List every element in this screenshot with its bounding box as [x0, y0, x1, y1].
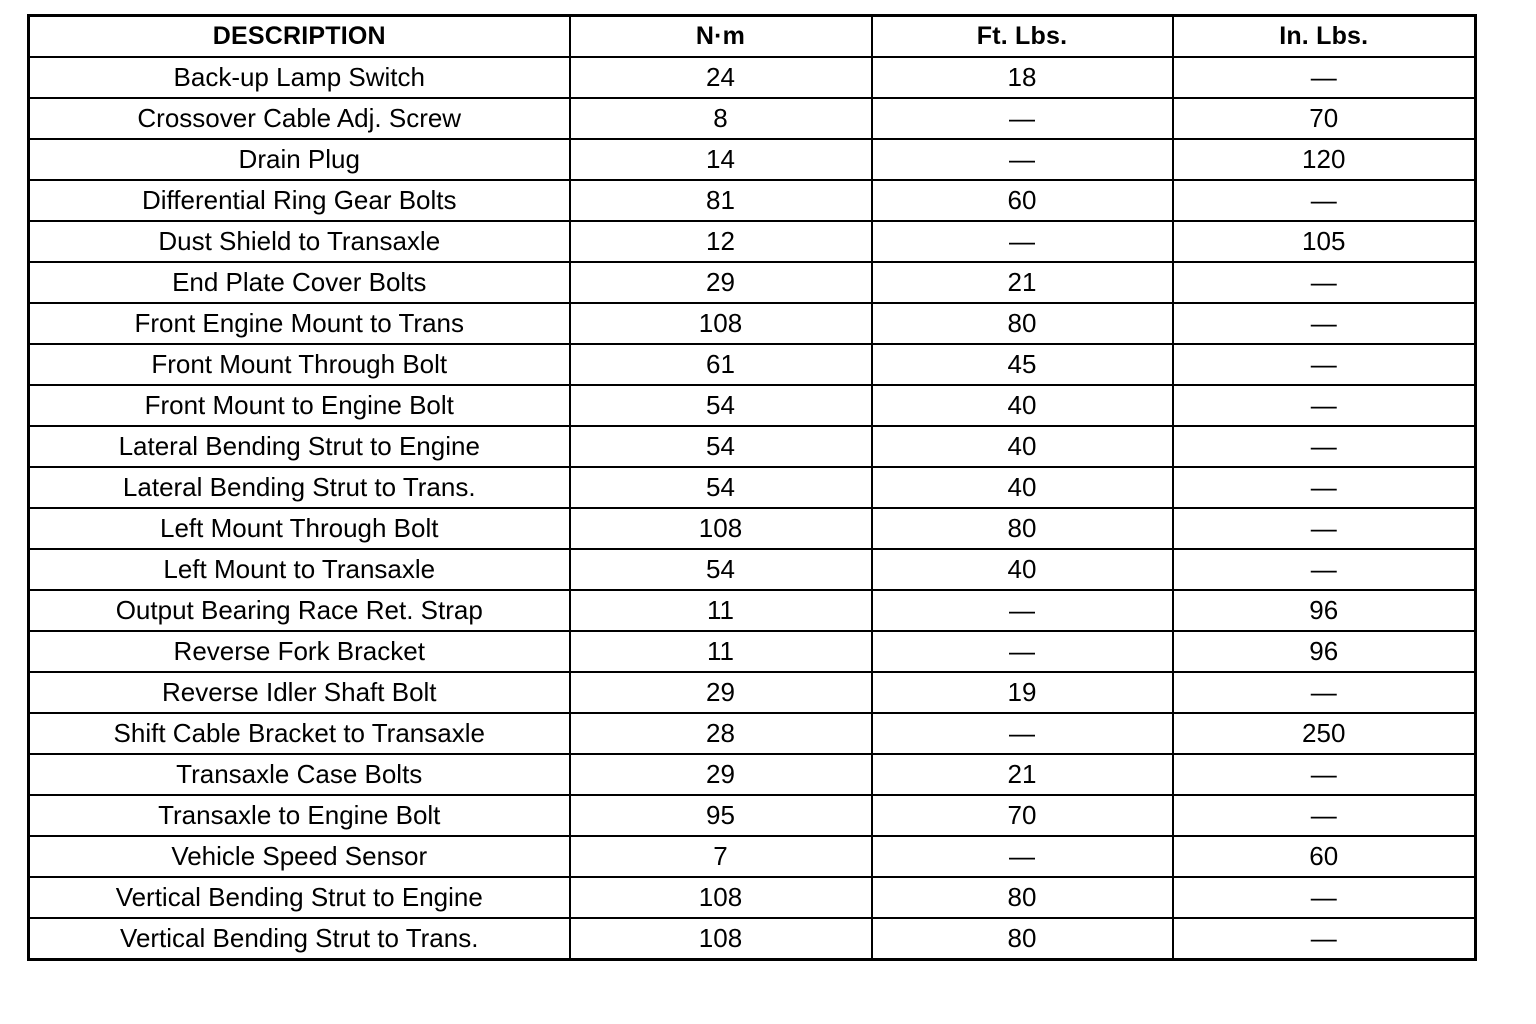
header-foot-pounds: Ft. Lbs. [872, 16, 1173, 58]
foot-pounds-cell: 21 [872, 262, 1173, 303]
newton-meters-cell: 14 [570, 139, 872, 180]
inch-pounds-cell: 120 [1173, 139, 1476, 180]
table-row [29, 918, 1476, 960]
foot-pounds-cell: 80 [872, 877, 1173, 918]
inch-pounds-cell: — [1173, 426, 1476, 467]
foot-pounds-cell: 21 [872, 754, 1173, 795]
inch-pounds-cell: — [1173, 303, 1476, 344]
description-cell: Dust Shield to Transaxle [29, 221, 570, 262]
foot-pounds-cell: — [872, 713, 1173, 754]
newton-meters-cell: 54 [570, 467, 872, 508]
foot-pounds-cell: — [872, 98, 1173, 139]
foot-pounds-cell: — [872, 221, 1173, 262]
foot-pounds-cell: 40 [872, 467, 1173, 508]
description-cell: Output Bearing Race Ret. Strap [29, 590, 570, 631]
inch-pounds-cell: — [1173, 549, 1476, 590]
table-row [29, 180, 1476, 221]
newton-meters-cell: 29 [570, 262, 872, 303]
inch-pounds-cell: — [1173, 795, 1476, 836]
description-cell: Vehicle Speed Sensor [29, 836, 570, 877]
table-row [29, 795, 1476, 836]
newton-meters-cell: 108 [570, 877, 872, 918]
inch-pounds-cell: — [1173, 180, 1476, 221]
table-row [29, 262, 1476, 303]
foot-pounds-cell: 80 [872, 508, 1173, 549]
header-inch-pounds: In. Lbs. [1173, 16, 1476, 58]
inch-pounds-cell: 250 [1173, 713, 1476, 754]
inch-pounds-cell: 105 [1173, 221, 1476, 262]
newton-meters-cell: 95 [570, 795, 872, 836]
inch-pounds-cell: — [1173, 344, 1476, 385]
newton-meters-cell: 24 [570, 57, 872, 98]
description-cell: Front Mount Through Bolt [29, 344, 570, 385]
table-row [29, 426, 1476, 467]
foot-pounds-cell: 40 [872, 549, 1173, 590]
torque-specifications-table [27, 14, 1477, 961]
foot-pounds-cell: 18 [872, 57, 1173, 98]
table-row [29, 139, 1476, 180]
newton-meters-cell: 11 [570, 631, 872, 672]
description-cell: Vertical Bending Strut to Trans. [29, 918, 570, 960]
description-cell: Left Mount to Transaxle [29, 549, 570, 590]
description-cell: Vertical Bending Strut to Engine [29, 877, 570, 918]
table-row [29, 754, 1476, 795]
header-newton-meters: N·m [570, 16, 872, 58]
inch-pounds-cell: — [1173, 672, 1476, 713]
header-description: DESCRIPTION [29, 16, 570, 58]
newton-meters-cell: 54 [570, 385, 872, 426]
description-cell: Lateral Bending Strut to Trans. [29, 467, 570, 508]
table-row [29, 672, 1476, 713]
newton-meters-cell: 54 [570, 549, 872, 590]
newton-meters-cell: 61 [570, 344, 872, 385]
description-cell: Front Mount to Engine Bolt [29, 385, 570, 426]
foot-pounds-cell: — [872, 836, 1173, 877]
description-cell: End Plate Cover Bolts [29, 262, 570, 303]
description-cell: Left Mount Through Bolt [29, 508, 570, 549]
inch-pounds-cell: — [1173, 57, 1476, 98]
inch-pounds-cell: 96 [1173, 631, 1476, 672]
table-row [29, 467, 1476, 508]
newton-meters-cell: 29 [570, 672, 872, 713]
newton-meters-cell: 81 [570, 180, 872, 221]
table-row [29, 549, 1476, 590]
foot-pounds-cell: 40 [872, 385, 1173, 426]
foot-pounds-cell: — [872, 590, 1173, 631]
description-cell: Transaxle Case Bolts [29, 754, 570, 795]
foot-pounds-cell: 60 [872, 180, 1173, 221]
inch-pounds-cell: — [1173, 877, 1476, 918]
table-row [29, 98, 1476, 139]
newton-meters-cell: 54 [570, 426, 872, 467]
description-cell: Differential Ring Gear Bolts [29, 180, 570, 221]
description-cell: Lateral Bending Strut to Engine [29, 426, 570, 467]
inch-pounds-cell: — [1173, 918, 1476, 960]
description-cell: Front Engine Mount to Trans [29, 303, 570, 344]
newton-meters-cell: 28 [570, 713, 872, 754]
inch-pounds-cell: — [1173, 508, 1476, 549]
description-cell: Transaxle to Engine Bolt [29, 795, 570, 836]
newton-meters-cell: 108 [570, 508, 872, 549]
foot-pounds-cell: 80 [872, 918, 1173, 960]
newton-meters-cell: 11 [570, 590, 872, 631]
table-row [29, 836, 1476, 877]
inch-pounds-cell: — [1173, 262, 1476, 303]
table-row [29, 877, 1476, 918]
table-row [29, 508, 1476, 549]
foot-pounds-cell: 70 [872, 795, 1173, 836]
foot-pounds-cell: 40 [872, 426, 1173, 467]
foot-pounds-cell: 80 [872, 303, 1173, 344]
newton-meters-cell: 8 [570, 98, 872, 139]
table-row [29, 385, 1476, 426]
inch-pounds-cell: 70 [1173, 98, 1476, 139]
description-cell: Reverse Fork Bracket [29, 631, 570, 672]
newton-meters-cell: 108 [570, 918, 872, 960]
table-header-row [29, 16, 1476, 58]
foot-pounds-cell: — [872, 139, 1173, 180]
newton-meters-cell: 12 [570, 221, 872, 262]
description-cell: Back-up Lamp Switch [29, 57, 570, 98]
table-row [29, 344, 1476, 385]
description-cell: Shift Cable Bracket to Transaxle [29, 713, 570, 754]
newton-meters-cell: 7 [570, 836, 872, 877]
description-cell: Drain Plug [29, 139, 570, 180]
inch-pounds-cell: — [1173, 385, 1476, 426]
foot-pounds-cell: 19 [872, 672, 1173, 713]
description-cell: Crossover Cable Adj. Screw [29, 98, 570, 139]
foot-pounds-cell: 45 [872, 344, 1173, 385]
table-row [29, 590, 1476, 631]
inch-pounds-cell: 96 [1173, 590, 1476, 631]
table-row [29, 221, 1476, 262]
inch-pounds-cell: 60 [1173, 836, 1476, 877]
inch-pounds-cell: — [1173, 754, 1476, 795]
table-row [29, 713, 1476, 754]
table-row [29, 303, 1476, 344]
table-row [29, 631, 1476, 672]
newton-meters-cell: 29 [570, 754, 872, 795]
inch-pounds-cell: — [1173, 467, 1476, 508]
newton-meters-cell: 108 [570, 303, 872, 344]
table-row [29, 57, 1476, 98]
description-cell: Reverse Idler Shaft Bolt [29, 672, 570, 713]
foot-pounds-cell: — [872, 631, 1173, 672]
